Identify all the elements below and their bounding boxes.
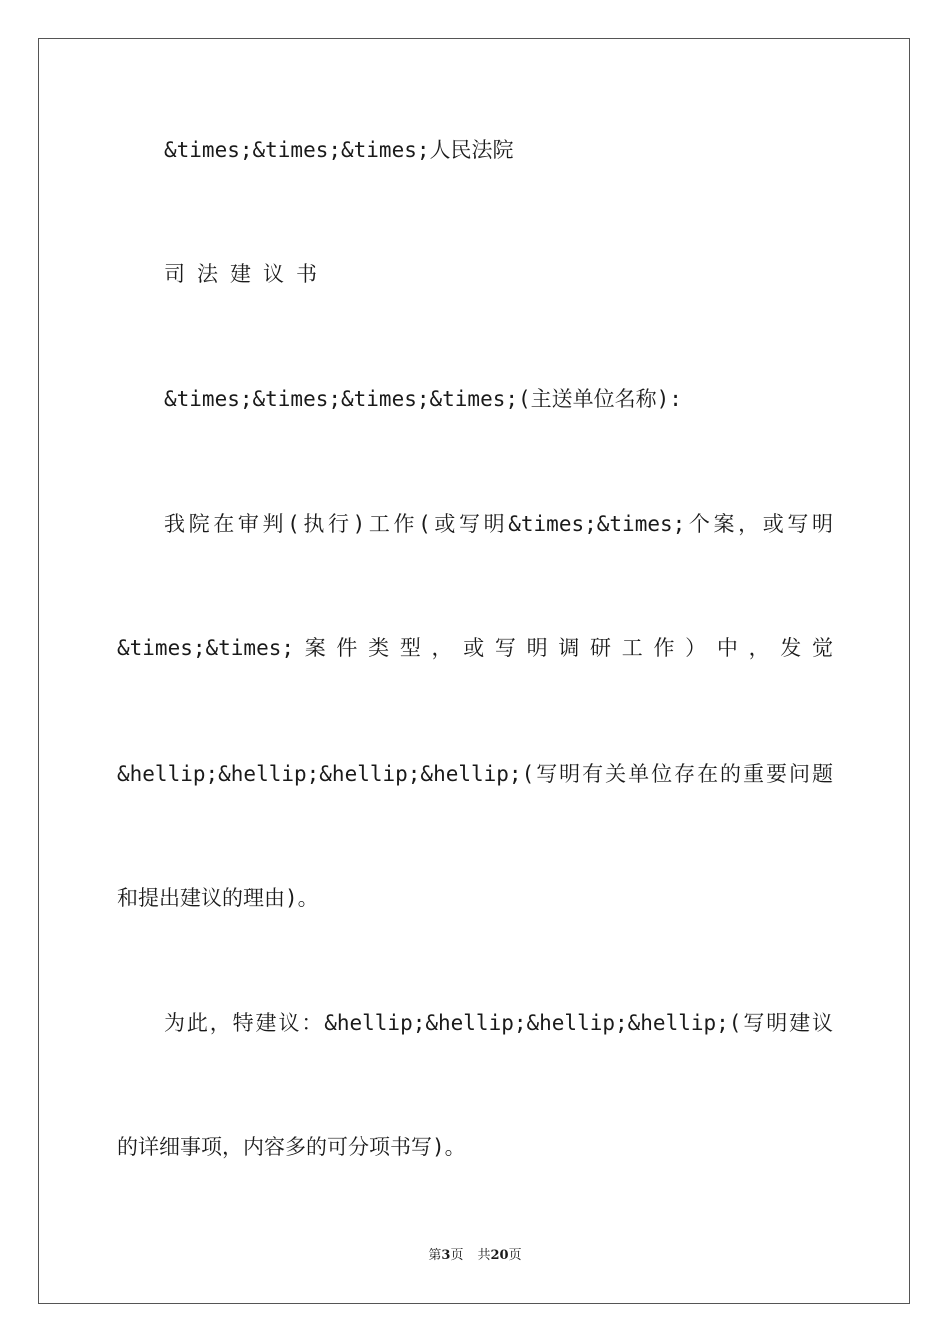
paragraph-1-line-1: 我院在审判(执行)工作(或写明&times;&times;个案，或写明 — [164, 512, 833, 536]
paragraph-1-line-2: &times;&times;案件类型，或写明调研工作）中，发觉 — [117, 636, 833, 660]
page-frame — [38, 38, 910, 1304]
footer-current-page: 3 — [441, 1248, 451, 1263]
court-heading: &times;&times;&times;人民法院 — [164, 138, 514, 162]
paragraph-2-line-1: 为此，特建议：&hellip;&hellip;&hellip;&hellip;(写明建议 — [164, 1011, 833, 1035]
footer-total-pages: 20 — [490, 1248, 509, 1263]
footer-page-suffix: 页 — [450, 1248, 464, 1263]
addressee-line: &times;&times;&times;&times;(主送单位名称): — [164, 387, 682, 411]
document-title: 司法建议书 — [164, 262, 329, 286]
paragraph-2-line-2: 的详细事项，内容多的可分项书写)。 — [117, 1135, 466, 1159]
footer-page-prefix: 第 — [428, 1248, 442, 1263]
paragraph-1-line-3: &hellip;&hellip;&hellip;&hellip;(写明有关单位存在的重要问题 — [117, 762, 833, 786]
page-footer — [0, 1247, 950, 1265]
footer-total-prefix: 共 — [477, 1248, 491, 1263]
footer-total-suffix: 页 — [508, 1248, 522, 1263]
paragraph-1-line-4: 和提出建议的理由)。 — [117, 886, 319, 910]
